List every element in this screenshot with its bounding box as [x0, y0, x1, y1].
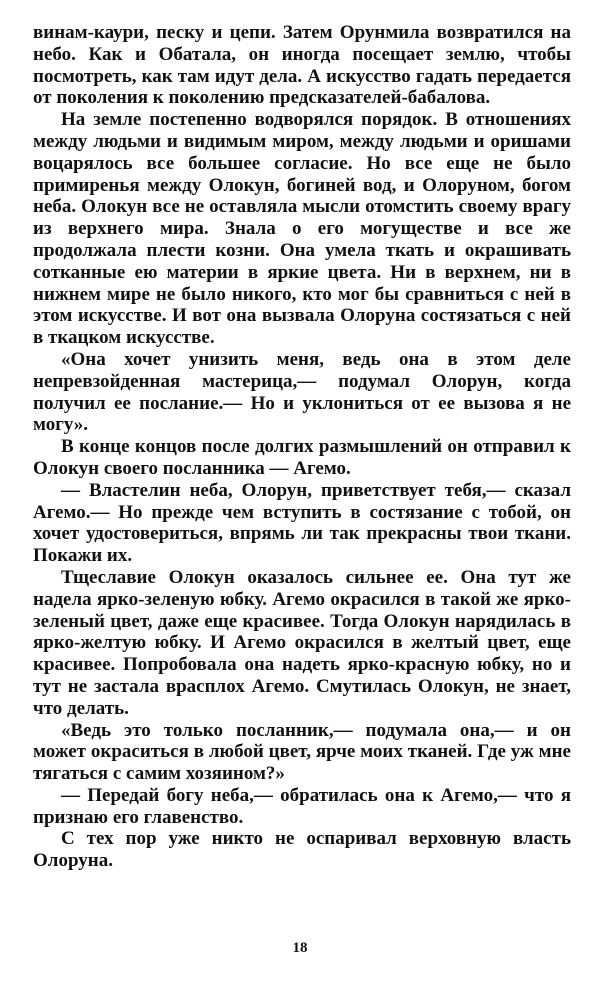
paragraph: Тщеславие Олокун оказалось сильнее ее. Она тут же надела ярко-зеленую юбку. Агемо окрасился в такой же ярко-зеленый цвет, даже еще красивее. Тогда Олокун нарядилась в ярко-желтую юбку. И Агемо окрасился в желтый цвет, еще красивее. Попробовала она надеть ярко-красную юбку, но и тут не застала врасплох Агемо. Смутилась Олокун, не знает, что делать. [33, 566, 571, 719]
paragraph: винам-каури, песку и цепи. Затем Орунмила возвратился на небо. Как и Обатала, он иногда посещает землю, чтобы посмотреть, как там идут дела. А искусство гадать передается от поколения к поколению предсказателей-бабалова. [33, 22, 571, 109]
paragraph: «Ведь это только посланник,— подумала она,— и он может окраситься в любой цвет, ярче моих тканей. Где уж мне тягаться с самим хозяином?» [33, 719, 571, 785]
paragraph: С тех пор уже никто не оспаривал верховную власть Олоруна. [33, 828, 571, 872]
paragraph: На земле постепенно водворялся порядок. В отношениях между людьми и видимым миром, между людьми и оришами воцарялось все большее согласие. Но все еще не было примиренья между Олокун, богиней вод, и Олоруном, богом неба. Олокун все не оставляла мысли отомстить своему врагу из верхнего мира. Знала о его могуществе и все же продолжала плести козни. Она умела ткать и окрашивать сотканные ею материи в яркие цвета. Ни в верхнем, ни в нижнем мире не было никого, кто мог бы сравниться с ней в этом искусстве. И вот она вызвала Олоруна состязаться с ней в ткацком искусстве. [33, 109, 571, 349]
page-number: 18 [292, 940, 308, 956]
page-text [33, 22, 571, 872]
paragraph: В конце концов после долгих размышлений он отправил к Олокун своего посланника — Агемо. [33, 436, 571, 479]
paragraph: «Она хочет унизить меня, ведь она в этом деле непревзойденная мастерица,— подумал Олорун, когда получил ее послание.— Но и уклониться от ее вызова я не могу». [33, 348, 571, 436]
paragraph: — Властелин неба, Олорун, приветствует тебя,— сказал Агемо.— Но прежде чем вступить в состязание с тобой, он хочет удостовериться, впрямь ли так прекрасны твои ткани. Покажи их. [33, 479, 571, 567]
paragraph: — Передай богу неба,— обратилась она к Агемо,— что я признаю его главенство. [33, 784, 571, 828]
